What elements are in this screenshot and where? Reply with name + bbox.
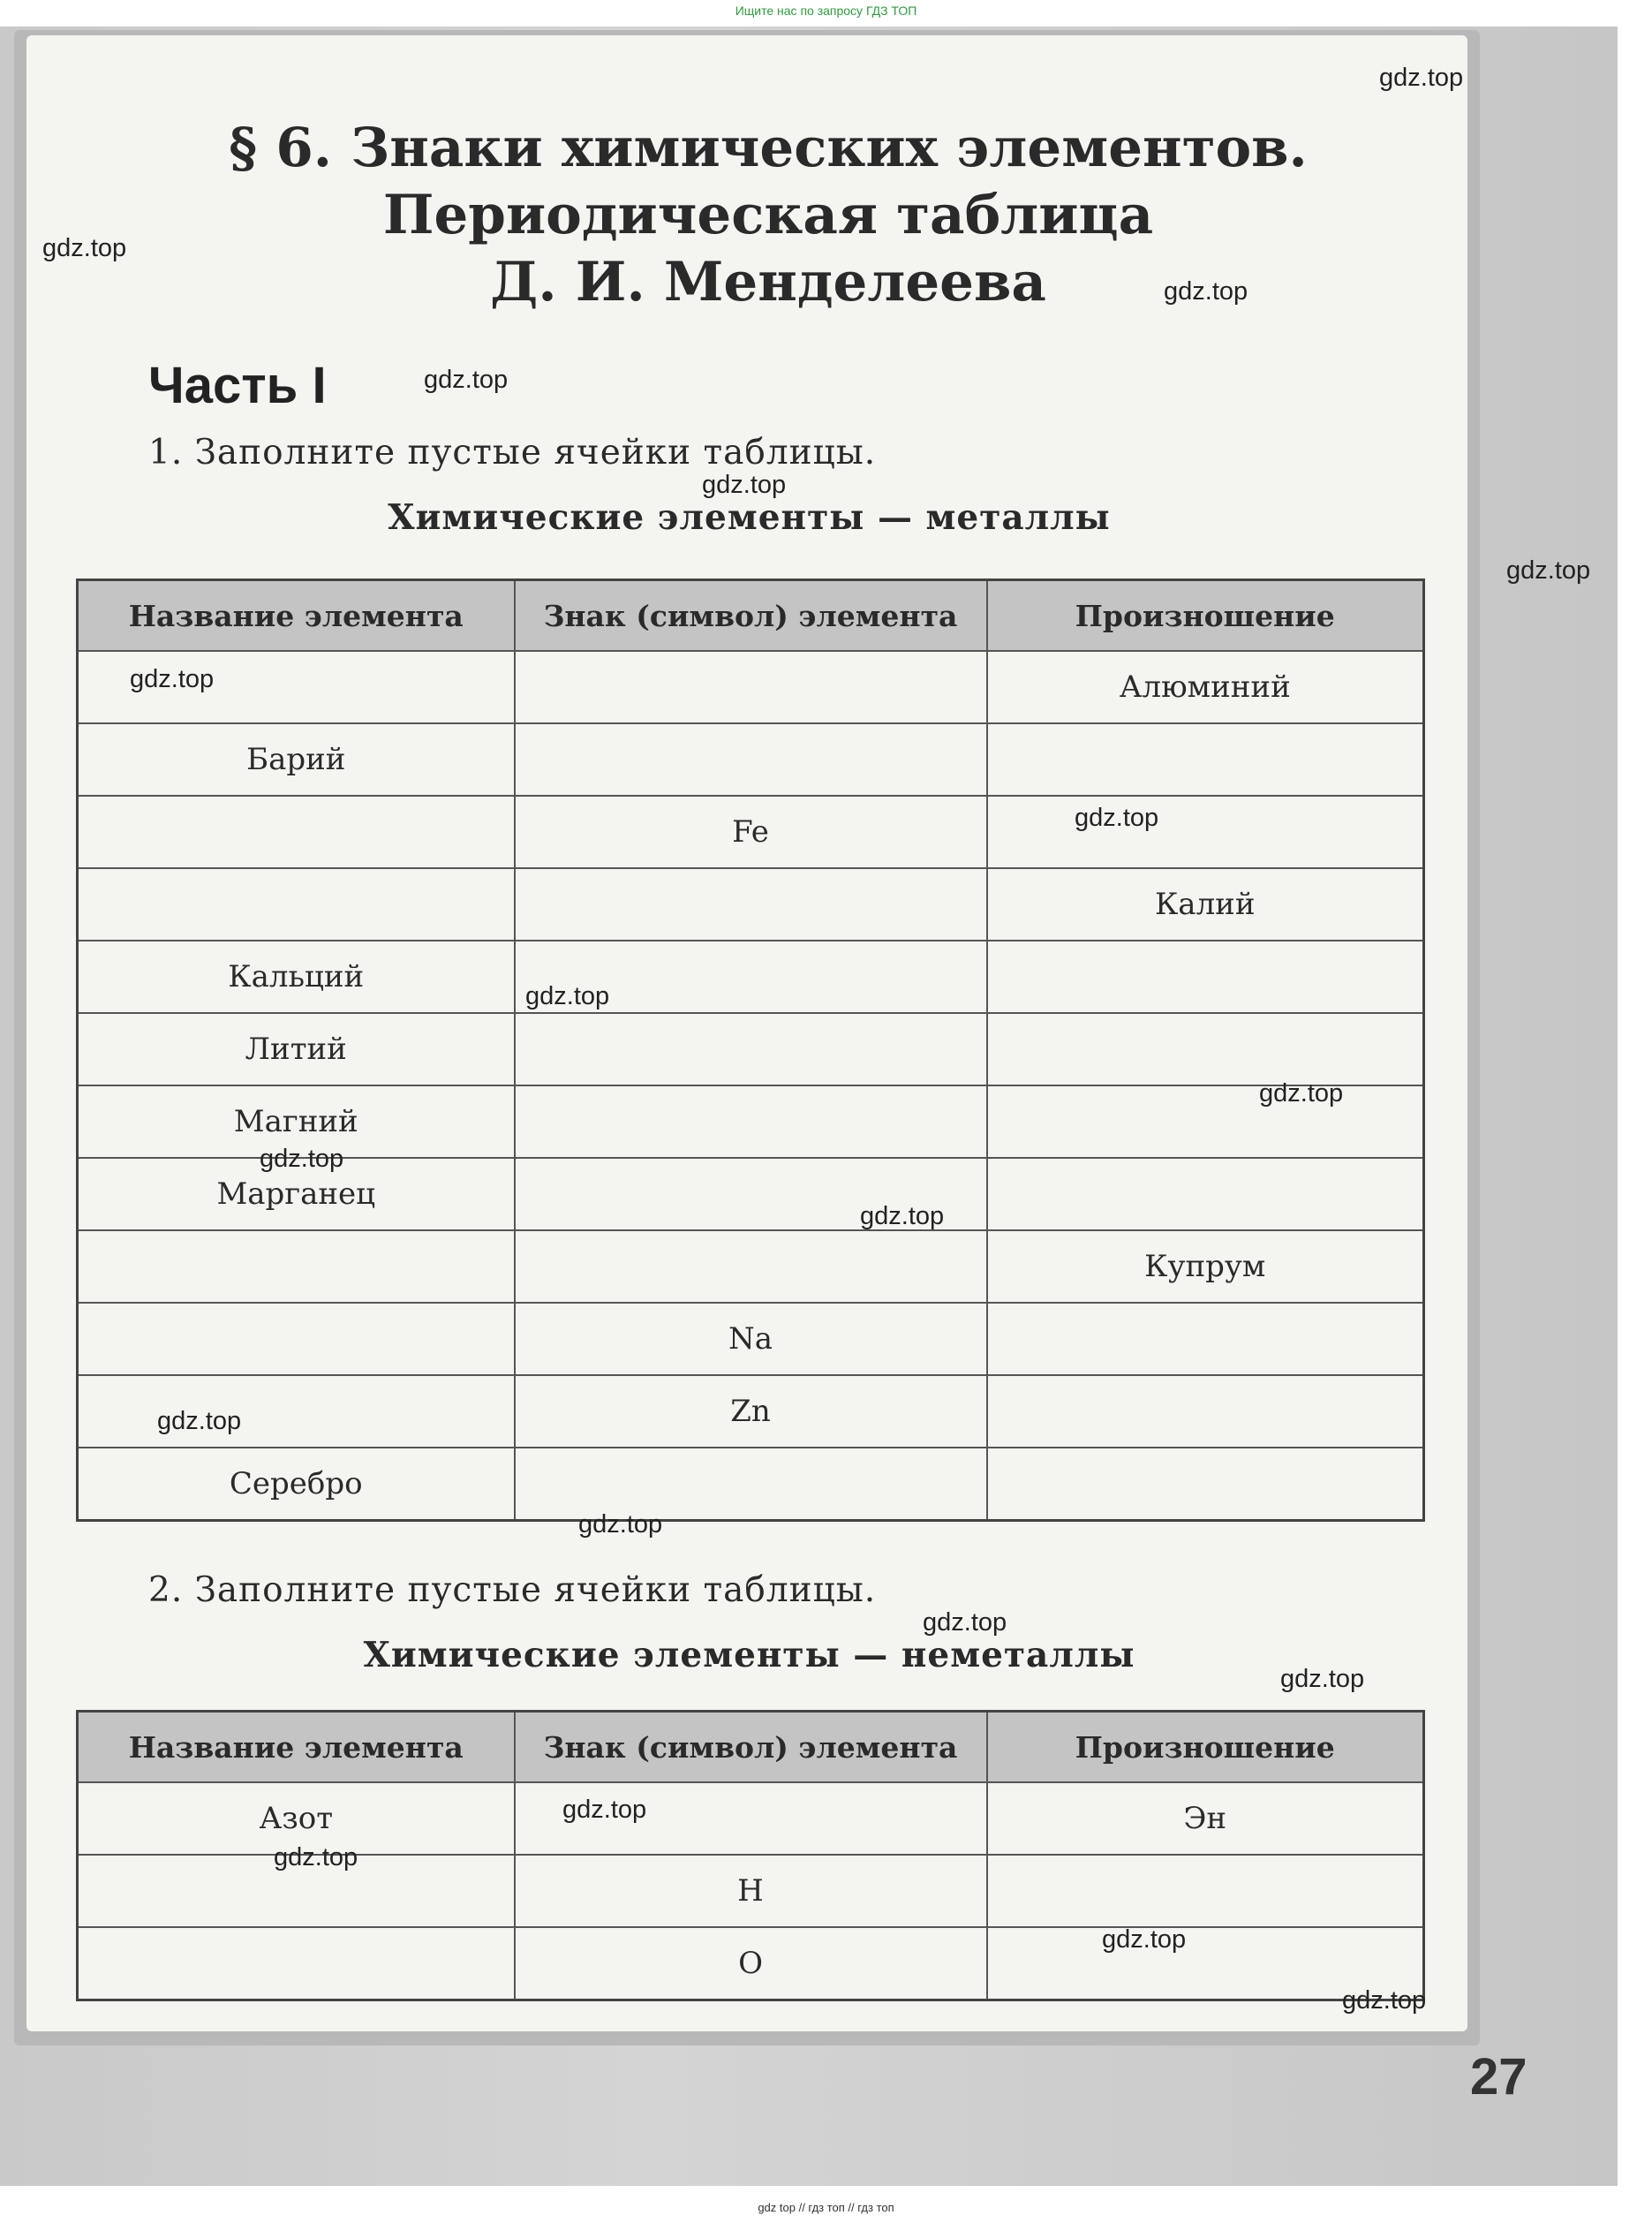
watermark: gdz.top	[525, 982, 610, 1010]
element-name-cell: Магний	[78, 1085, 515, 1158]
element-pronunciation-cell	[987, 1085, 1424, 1158]
chapter-title-line-1: § 6. Знаки химических элементов.	[229, 117, 1308, 179]
column-header-pronunciation: Произношение	[987, 580, 1424, 652]
watermark: gdz.top	[42, 234, 127, 262]
column-header-name: Название элемента	[78, 580, 515, 652]
table-row	[78, 1013, 1424, 1085]
watermark: gdz.top	[1280, 1665, 1365, 1693]
table-row	[78, 796, 1424, 868]
element-name-cell	[78, 868, 515, 941]
element-name-cell: Барий	[78, 723, 515, 796]
element-name-cell	[78, 1375, 515, 1448]
watermark: gdz.top	[1506, 556, 1591, 585]
column-header-name: Название элемента	[78, 1712, 515, 1783]
element-symbol-cell: O	[515, 1927, 987, 2000]
bottom-note: gdz top // гдз топ // гдз топ	[758, 2201, 894, 2214]
watermark: gdz.top	[424, 366, 509, 394]
table-row	[78, 723, 1424, 796]
element-symbol-cell	[515, 1085, 987, 1158]
task-1-caption: Химические элементы — металлы	[388, 497, 1111, 538]
watermark: gdz.top	[1259, 1079, 1344, 1108]
watermark: gdz.top	[860, 1202, 945, 1230]
watermark: gdz.top	[923, 1608, 1007, 1637]
element-pronunciation-cell: Калий	[987, 868, 1424, 941]
table-row	[78, 941, 1424, 1013]
element-symbol-cell	[515, 1230, 987, 1303]
watermark: gdz.top	[274, 1843, 358, 1871]
element-symbol-cell	[515, 1448, 987, 1520]
metals-table	[76, 578, 1425, 1522]
element-pronunciation-cell	[987, 1013, 1424, 1085]
element-symbol-cell: Fe	[515, 796, 987, 868]
element-name-cell	[78, 796, 515, 868]
watermark: gdz.top	[1164, 277, 1248, 306]
watermark: gdz.top	[1379, 64, 1464, 92]
element-name-cell: Серебро	[78, 1448, 515, 1520]
chapter-title-line-3: Д. И. Менделеева	[490, 251, 1046, 314]
element-symbol-cell	[515, 651, 987, 723]
column-header-symbol: Знак (символ) элемента	[515, 580, 987, 652]
element-pronunciation-cell	[987, 723, 1424, 796]
watermark: gdz.top	[1342, 1986, 1427, 2015]
element-pronunciation-cell	[987, 1855, 1424, 1927]
part-title: Часть I	[148, 357, 327, 414]
element-pronunciation-cell: Эн	[987, 1782, 1424, 1855]
table-row	[78, 1303, 1424, 1375]
table-row	[78, 868, 1424, 941]
element-symbol-cell	[515, 1013, 987, 1085]
element-name-cell: Азот	[78, 1782, 515, 1855]
element-symbol-cell: Zn	[515, 1375, 987, 1448]
element-pronunciation-cell	[987, 1303, 1424, 1375]
watermark: gdz.top	[562, 1796, 647, 1824]
task-1-text: 1. Заполните пустые ячейки таблицы.	[148, 433, 877, 473]
watermark: gdz.top	[1102, 1925, 1187, 1954]
task-2-caption: Химические элементы — неметаллы	[363, 1635, 1135, 1675]
table-row	[78, 1927, 1424, 2000]
element-pronunciation-cell: Купрум	[987, 1230, 1424, 1303]
task-2-text: 2. Заполните пустые ячейки таблицы.	[148, 1570, 877, 1610]
element-symbol-cell	[515, 723, 987, 796]
page-number: 27	[1470, 2048, 1528, 2106]
element-name-cell	[78, 1230, 515, 1303]
watermark: gdz.top	[702, 471, 787, 499]
element-name-cell: Кальций	[78, 941, 515, 1013]
element-pronunciation-cell	[987, 941, 1424, 1013]
element-pronunciation-cell	[987, 1375, 1424, 1448]
table-header-row	[78, 580, 1424, 652]
table-header-row	[78, 1712, 1424, 1783]
element-pronunciation-cell: Алюминий	[987, 651, 1424, 723]
table-row	[78, 1448, 1424, 1520]
top-note: Ищите нас по запросу ГДЗ ТОП	[735, 4, 917, 18]
table-row	[78, 1375, 1424, 1448]
column-header-symbol: Знак (символ) элемента	[515, 1712, 987, 1783]
watermark: gdz.top	[260, 1145, 344, 1173]
table-row	[78, 1230, 1424, 1303]
chapter-title-line-2: Периодическая таблица	[382, 184, 1154, 246]
watermark: gdz.top	[130, 665, 215, 693]
element-name-cell	[78, 1927, 515, 2000]
element-symbol-cell: Na	[515, 1303, 987, 1375]
element-pronunciation-cell	[987, 796, 1424, 868]
element-pronunciation-cell	[987, 1158, 1424, 1230]
element-name-cell: Литий	[78, 1013, 515, 1085]
column-header-pronunciation: Произношение	[987, 1712, 1424, 1783]
element-symbol-cell: H	[515, 1855, 987, 1927]
watermark: gdz.top	[578, 1510, 663, 1539]
element-symbol-cell	[515, 868, 987, 941]
element-name-cell	[78, 1303, 515, 1375]
element-name-cell: Марганец	[78, 1158, 515, 1230]
watermark: gdz.top	[1075, 804, 1159, 832]
element-pronunciation-cell	[987, 1448, 1424, 1520]
table-row	[78, 651, 1424, 723]
watermark: gdz.top	[157, 1407, 242, 1435]
